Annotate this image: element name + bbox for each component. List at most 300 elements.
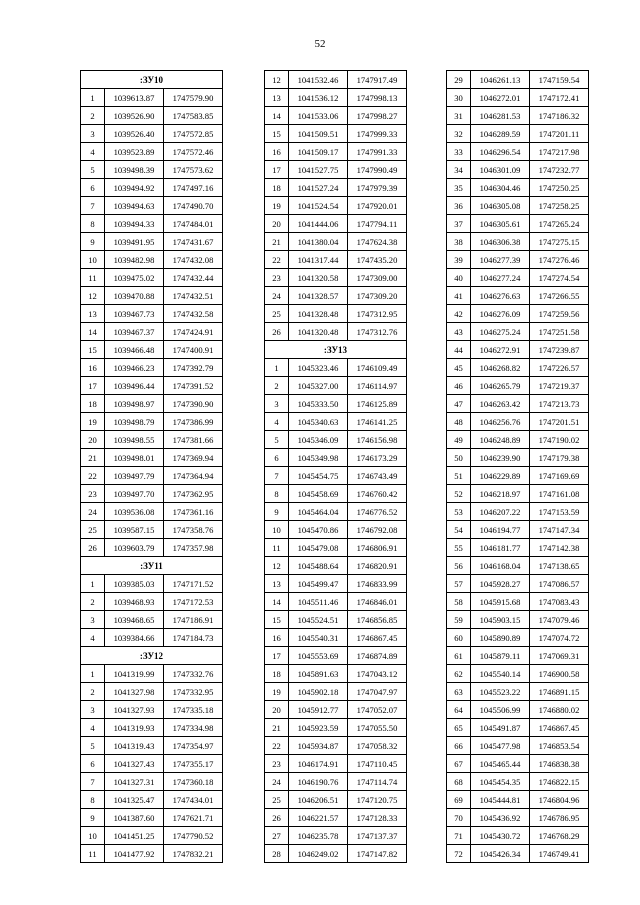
y-coordinate: 1746891.15: [530, 683, 589, 701]
table-row: [447, 773, 589, 791]
point-number: 16: [81, 359, 105, 377]
x-coordinate: 1039497.79: [105, 467, 164, 485]
point-number: 23: [81, 485, 105, 503]
y-coordinate: 1747274.54: [530, 269, 589, 287]
point-number: 27: [265, 827, 289, 845]
x-coordinate: 1041532.46: [289, 71, 348, 89]
point-number: 34: [447, 161, 471, 179]
table-row: [81, 341, 223, 359]
table-row: [265, 773, 407, 791]
point-number: 19: [81, 413, 105, 431]
y-coordinate: 1747184.73: [164, 629, 223, 647]
table-row: [81, 125, 223, 143]
table-row: [265, 503, 407, 521]
table-row: [81, 629, 223, 647]
point-number: 5: [81, 161, 105, 179]
y-coordinate: 1747047.97: [348, 683, 407, 701]
point-number: 12: [265, 71, 289, 89]
point-number: 18: [265, 179, 289, 197]
table-row: [447, 575, 589, 593]
x-coordinate: 1046221.57: [289, 809, 348, 827]
y-coordinate: 1747832.21: [164, 845, 223, 863]
point-number: 6: [265, 449, 289, 467]
x-coordinate: 1039475.02: [105, 269, 164, 287]
y-coordinate: 1747497.16: [164, 179, 223, 197]
point-number: 14: [265, 593, 289, 611]
x-coordinate: 1046265.79: [471, 377, 530, 395]
y-coordinate: 1747386.99: [164, 413, 223, 431]
x-coordinate: 1039498.55: [105, 431, 164, 449]
point-number: 42: [447, 305, 471, 323]
table-row: [81, 737, 223, 755]
table-row: [81, 611, 223, 629]
table-row: [447, 377, 589, 395]
table-row: [447, 287, 589, 305]
table-row: [81, 179, 223, 197]
table-row: [447, 593, 589, 611]
x-coordinate: 1045444.81: [471, 791, 530, 809]
point-number: 7: [265, 467, 289, 485]
y-coordinate: 1747309.20: [348, 287, 407, 305]
y-coordinate: 1747490.70: [164, 197, 223, 215]
point-number: 26: [81, 539, 105, 557]
x-coordinate: 1039587.15: [105, 521, 164, 539]
y-coordinate: 1747120.75: [348, 791, 407, 809]
point-number: 45: [447, 359, 471, 377]
point-number: 47: [447, 395, 471, 413]
point-number: 3: [81, 701, 105, 719]
table-row: [81, 287, 223, 305]
y-coordinate: 1747484.01: [164, 215, 223, 233]
x-coordinate: 1039467.73: [105, 305, 164, 323]
y-coordinate: 1746786.95: [530, 809, 589, 827]
point-number: 17: [265, 161, 289, 179]
point-number: 68: [447, 773, 471, 791]
table-row: [447, 125, 589, 143]
y-coordinate: 1747424.91: [164, 323, 223, 341]
y-coordinate: 1746820.91: [348, 557, 407, 575]
y-coordinate: 1747217.98: [530, 143, 589, 161]
table-row: [81, 161, 223, 179]
x-coordinate: 1039494.63: [105, 197, 164, 215]
table-row: [265, 107, 407, 125]
table-row: [447, 827, 589, 845]
y-coordinate: 1747058.32: [348, 737, 407, 755]
section-header-row: [81, 71, 223, 89]
point-number: 20: [265, 215, 289, 233]
point-number: 48: [447, 413, 471, 431]
table-row: [81, 143, 223, 161]
y-coordinate: 1747201.11: [530, 125, 589, 143]
point-number: 67: [447, 755, 471, 773]
table-row: [81, 269, 223, 287]
section-header-row: [81, 557, 223, 575]
x-coordinate: 1041533.06: [289, 107, 348, 125]
table-row: [81, 755, 223, 773]
x-coordinate: 1046296.54: [471, 143, 530, 161]
x-coordinate: 1045903.15: [471, 611, 530, 629]
x-coordinate: 1045912.77: [289, 701, 348, 719]
point-number: 9: [81, 809, 105, 827]
x-coordinate: 1046272.91: [471, 341, 530, 359]
y-coordinate: 1747186.91: [164, 611, 223, 629]
y-coordinate: 1747232.77: [530, 161, 589, 179]
y-coordinate: 1746838.38: [530, 755, 589, 773]
table-row: [81, 845, 223, 863]
point-number: 44: [447, 341, 471, 359]
point-number: 24: [265, 287, 289, 305]
point-number: 26: [265, 323, 289, 341]
x-coordinate: 1046181.77: [471, 539, 530, 557]
x-coordinate: 1041509.51: [289, 125, 348, 143]
x-coordinate: 1046304.46: [471, 179, 530, 197]
point-number: 22: [265, 251, 289, 269]
y-coordinate: 1747259.56: [530, 305, 589, 323]
point-number: 26: [265, 809, 289, 827]
table-row: [265, 161, 407, 179]
y-coordinate: 1747362.95: [164, 485, 223, 503]
table-row: [265, 683, 407, 701]
point-number: 16: [265, 143, 289, 161]
table-row: [447, 737, 589, 755]
x-coordinate: 1046277.39: [471, 251, 530, 269]
x-coordinate: 1046261.13: [471, 71, 530, 89]
point-number: 19: [265, 197, 289, 215]
table-row: [81, 665, 223, 683]
y-coordinate: 1747172.41: [530, 89, 589, 107]
x-coordinate: 1046305.08: [471, 197, 530, 215]
x-coordinate: 1039498.97: [105, 395, 164, 413]
point-number: 70: [447, 809, 471, 827]
point-number: 53: [447, 503, 471, 521]
table-row: [265, 611, 407, 629]
point-number: 4: [265, 413, 289, 431]
x-coordinate: 1041387.60: [105, 809, 164, 827]
y-coordinate: 1747147.82: [348, 845, 407, 863]
point-number: 58: [447, 593, 471, 611]
y-coordinate: 1747355.17: [164, 755, 223, 773]
y-coordinate: 1747360.18: [164, 773, 223, 791]
x-coordinate: 1046206.51: [289, 791, 348, 809]
y-coordinate: 1747998.27: [348, 107, 407, 125]
table-row: [447, 143, 589, 161]
x-coordinate: 1046301.09: [471, 161, 530, 179]
table-row: [447, 521, 589, 539]
y-coordinate: 1747161.08: [530, 485, 589, 503]
point-number: 15: [265, 125, 289, 143]
point-number: 11: [81, 269, 105, 287]
y-coordinate: 1746792.08: [348, 521, 407, 539]
y-coordinate: 1746173.29: [348, 449, 407, 467]
x-coordinate: 1045479.08: [289, 539, 348, 557]
table-row: [265, 305, 407, 323]
table-row: [447, 215, 589, 233]
y-coordinate: 1747172.53: [164, 593, 223, 611]
point-number: 18: [81, 395, 105, 413]
point-number: 49: [447, 431, 471, 449]
x-coordinate: 1039482.98: [105, 251, 164, 269]
y-coordinate: 1746141.25: [348, 413, 407, 431]
x-coordinate: 1045426.34: [471, 845, 530, 863]
point-number: 6: [81, 755, 105, 773]
point-number: 19: [265, 683, 289, 701]
y-coordinate: 1747435.20: [348, 251, 407, 269]
point-number: 65: [447, 719, 471, 737]
table-row: [447, 719, 589, 737]
y-coordinate: 1747251.58: [530, 323, 589, 341]
table-row: [265, 647, 407, 665]
table-row: [81, 215, 223, 233]
table-row: [265, 125, 407, 143]
table-row: [447, 629, 589, 647]
x-coordinate: 1046272.01: [471, 89, 530, 107]
table-row: [447, 413, 589, 431]
x-coordinate: 1041325.47: [105, 791, 164, 809]
x-coordinate: 1045333.50: [289, 395, 348, 413]
x-coordinate: 1045523.22: [471, 683, 530, 701]
y-coordinate: 1747147.34: [530, 521, 589, 539]
table-row: [265, 719, 407, 737]
point-number: 55: [447, 539, 471, 557]
point-number: 40: [447, 269, 471, 287]
y-coordinate: 1747364.94: [164, 467, 223, 485]
y-coordinate: 1746856.85: [348, 611, 407, 629]
point-number: 69: [447, 791, 471, 809]
table-row: [81, 359, 223, 377]
x-coordinate: 1045454.75: [289, 467, 348, 485]
table-row: [265, 233, 407, 251]
point-number: 4: [81, 143, 105, 161]
x-coordinate: 1041477.92: [105, 845, 164, 863]
point-number: 13: [265, 575, 289, 593]
y-coordinate: 1746867.45: [348, 629, 407, 647]
y-coordinate: 1746874.89: [348, 647, 407, 665]
y-coordinate: 1746125.89: [348, 395, 407, 413]
x-coordinate: 1045879.11: [471, 647, 530, 665]
x-coordinate: 1041320.58: [289, 269, 348, 287]
x-coordinate: 1046194.77: [471, 521, 530, 539]
section-header: :ЗУ10: [81, 71, 223, 89]
point-number: 8: [265, 485, 289, 503]
x-coordinate: 1041444.06: [289, 215, 348, 233]
table-row: [81, 539, 223, 557]
y-coordinate: 1747990.49: [348, 161, 407, 179]
y-coordinate: 1746776.52: [348, 503, 407, 521]
x-coordinate: 1039498.79: [105, 413, 164, 431]
table-row: [265, 575, 407, 593]
y-coordinate: 1747250.25: [530, 179, 589, 197]
table-row: [265, 845, 407, 863]
x-coordinate: 1045506.99: [471, 701, 530, 719]
x-coordinate: 1039385.03: [105, 575, 164, 593]
table-row: [81, 89, 223, 107]
x-coordinate: 1046248.89: [471, 431, 530, 449]
x-coordinate: 1039536.08: [105, 503, 164, 521]
table-row: [447, 557, 589, 575]
table-row: [81, 431, 223, 449]
point-number: 5: [81, 737, 105, 755]
x-coordinate: 1041328.48: [289, 305, 348, 323]
x-coordinate: 1046275.24: [471, 323, 530, 341]
x-coordinate: 1039526.90: [105, 107, 164, 125]
x-coordinate: 1046207.22: [471, 503, 530, 521]
y-coordinate: 1747052.07: [348, 701, 407, 719]
y-coordinate: 1747159.54: [530, 71, 589, 89]
point-number: 1: [81, 575, 105, 593]
x-coordinate: 1045499.47: [289, 575, 348, 593]
y-coordinate: 1746880.02: [530, 701, 589, 719]
point-number: 29: [447, 71, 471, 89]
table-row: [447, 449, 589, 467]
point-number: 12: [265, 557, 289, 575]
x-coordinate: 1046174.91: [289, 755, 348, 773]
point-number: 64: [447, 701, 471, 719]
x-coordinate: 1039468.93: [105, 593, 164, 611]
x-coordinate: 1046239.90: [471, 449, 530, 467]
y-coordinate: 1747357.98: [164, 539, 223, 557]
table-row: [447, 71, 589, 89]
table-row: [447, 323, 589, 341]
table-row: [81, 377, 223, 395]
y-coordinate: 1747999.33: [348, 125, 407, 143]
table-row: [81, 521, 223, 539]
point-number: 51: [447, 467, 471, 485]
point-number: 66: [447, 737, 471, 755]
x-coordinate: 1045430.72: [471, 827, 530, 845]
x-coordinate: 1045458.69: [289, 485, 348, 503]
x-coordinate: 1039466.23: [105, 359, 164, 377]
point-number: 21: [265, 719, 289, 737]
x-coordinate: 1041527.24: [289, 179, 348, 197]
x-coordinate: 1041509.17: [289, 143, 348, 161]
table-row: [447, 161, 589, 179]
y-coordinate: 1747991.33: [348, 143, 407, 161]
point-number: 12: [81, 287, 105, 305]
table-row: [447, 701, 589, 719]
x-coordinate: 1039467.37: [105, 323, 164, 341]
y-coordinate: 1747171.52: [164, 575, 223, 593]
x-coordinate: 1045454.35: [471, 773, 530, 791]
y-coordinate: 1747794.11: [348, 215, 407, 233]
point-number: 16: [265, 629, 289, 647]
point-number: 22: [265, 737, 289, 755]
table-row: [265, 629, 407, 647]
point-number: 10: [265, 521, 289, 539]
point-number: 20: [265, 701, 289, 719]
table-row: [447, 359, 589, 377]
coordinates-table-column-3: [446, 70, 589, 863]
point-number: 52: [447, 485, 471, 503]
point-number: 59: [447, 611, 471, 629]
y-coordinate: 1746804.96: [530, 791, 589, 809]
x-coordinate: 1045465.44: [471, 755, 530, 773]
y-coordinate: 1747354.97: [164, 737, 223, 755]
point-number: 2: [81, 593, 105, 611]
y-coordinate: 1746867.45: [530, 719, 589, 737]
x-coordinate: 1046306.38: [471, 233, 530, 251]
y-coordinate: 1747114.74: [348, 773, 407, 791]
point-number: 13: [265, 89, 289, 107]
x-coordinate: 1039523.89: [105, 143, 164, 161]
coordinates-table: [80, 70, 223, 863]
x-coordinate: 1039603.79: [105, 539, 164, 557]
point-number: 62: [447, 665, 471, 683]
y-coordinate: 1746833.99: [348, 575, 407, 593]
y-coordinate: 1747226.57: [530, 359, 589, 377]
table-row: [265, 395, 407, 413]
x-coordinate: 1045470.86: [289, 521, 348, 539]
x-coordinate: 1045540.14: [471, 665, 530, 683]
x-coordinate: 1045323.46: [289, 359, 348, 377]
x-coordinate: 1039497.70: [105, 485, 164, 503]
x-coordinate: 1041380.04: [289, 233, 348, 251]
point-number: 25: [265, 305, 289, 323]
coordinates-table: [264, 70, 407, 863]
x-coordinate: 1046289.59: [471, 125, 530, 143]
y-coordinate: 1747258.25: [530, 197, 589, 215]
table-row: [265, 179, 407, 197]
y-coordinate: 1747432.44: [164, 269, 223, 287]
point-number: 17: [81, 377, 105, 395]
point-number: 9: [265, 503, 289, 521]
point-number: 37: [447, 215, 471, 233]
point-number: 28: [265, 845, 289, 863]
y-coordinate: 1747920.01: [348, 197, 407, 215]
y-coordinate: 1747266.55: [530, 287, 589, 305]
point-number: 11: [81, 845, 105, 863]
table-row: [81, 575, 223, 593]
x-coordinate: 1045464.04: [289, 503, 348, 521]
table-row: [81, 773, 223, 791]
x-coordinate: 1046268.82: [471, 359, 530, 377]
y-coordinate: 1747190.02: [530, 431, 589, 449]
section-header: :ЗУ13: [265, 341, 407, 359]
table-row: [265, 521, 407, 539]
point-number: 60: [447, 629, 471, 647]
y-coordinate: 1747332.95: [164, 683, 223, 701]
y-coordinate: 1746853.54: [530, 737, 589, 755]
x-coordinate: 1045915.68: [471, 593, 530, 611]
table-row: [447, 233, 589, 251]
table-row: [447, 755, 589, 773]
x-coordinate: 1041527.75: [289, 161, 348, 179]
y-coordinate: 1747432.58: [164, 305, 223, 323]
table-row: [81, 593, 223, 611]
table-row: [81, 827, 223, 845]
coordinates-table-column-2: [264, 70, 407, 863]
x-coordinate: 1039498.01: [105, 449, 164, 467]
y-coordinate: 1747621.71: [164, 809, 223, 827]
x-coordinate: 1046276.09: [471, 305, 530, 323]
table-row: [81, 503, 223, 521]
y-coordinate: 1746156.98: [348, 431, 407, 449]
y-coordinate: 1747309.00: [348, 269, 407, 287]
point-number: 4: [81, 719, 105, 737]
table-row: [265, 359, 407, 377]
x-coordinate: 1039526.40: [105, 125, 164, 143]
table-row: [265, 485, 407, 503]
y-coordinate: 1747312.76: [348, 323, 407, 341]
y-coordinate: 1747390.90: [164, 395, 223, 413]
point-number: 23: [265, 755, 289, 773]
point-number: 30: [447, 89, 471, 107]
x-coordinate: 1046277.24: [471, 269, 530, 287]
x-coordinate: 1045524.51: [289, 611, 348, 629]
x-coordinate: 1039494.33: [105, 215, 164, 233]
y-coordinate: 1747391.52: [164, 377, 223, 395]
point-number: 3: [81, 611, 105, 629]
x-coordinate: 1045327.00: [289, 377, 348, 395]
